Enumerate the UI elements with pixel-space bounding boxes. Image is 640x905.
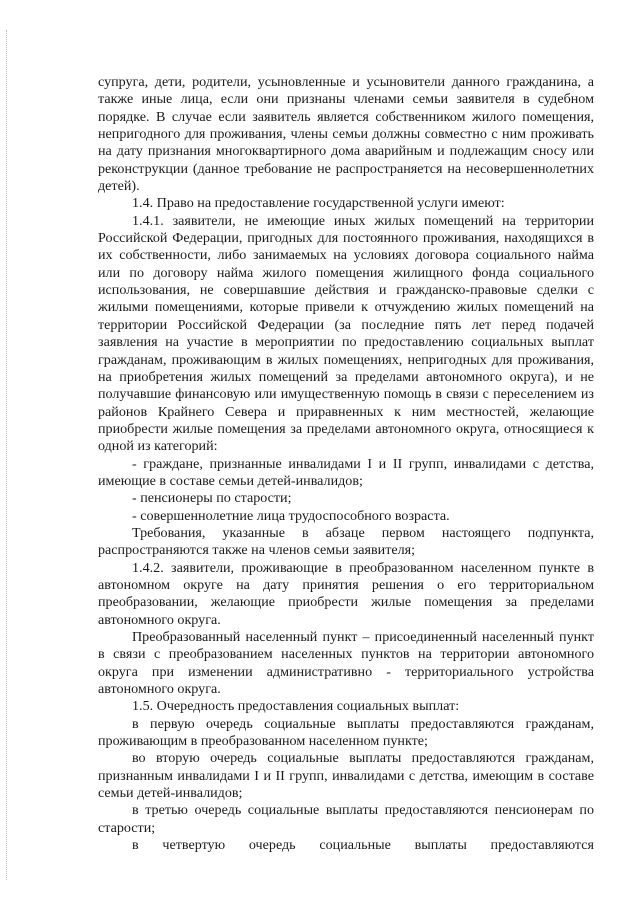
paragraph-third-priority: в третью очередь социальные выплаты предоставляются пенсионерам по старости; bbox=[98, 802, 594, 836]
paragraph-1-4-2: 1.4.2. заявители, проживающие в преобразованном населенном пункте в автономном округе на дату принятия решения о его территориальном преобразовании, желающие приобрести жилые помещения за пределами автономного округа. bbox=[98, 559, 594, 628]
paragraph-family-members: супруга, дети, родители, усыновленные и усыновители данного гражданина, а также иные лица, если они признаны членами семьи заявителя в судебном порядке. В случае если заявитель является собственником жилого помещения, непригодного для проживания, члены семьи должны совместно с ним проживать на дату признания многоквартирного дома аварийным и подлежащим сносу или реконструкции (данное требование не распространяется на несовершеннолетних детей). bbox=[98, 74, 594, 195]
paragraph-1-4-heading: 1.4. Право на предоставление государственной услуги имеют: bbox=[132, 195, 505, 212]
paragraph-first-priority: в первую очередь социальные выплаты предоставляются гражданам, проживающим в преобразованном населенном пункте; bbox=[98, 715, 594, 750]
paragraph-1-4-1: 1.4.1. заявители, не имеющие иных жилых помещений на территории Российской Федерации, пригодных для постоянного проживания, находящихся в их собственности, либо занимаемых на условиях договора социального найма или по договору найма жилого помещения жилищного фонда социального использования, не совершавшие действия и гражданско-правовые сделки с жилыми помещениями, которые привели к отчуждению жилых помещений на территории Российской Федерации (за последние пять лет перед подачей заявления на участие в мероприятии по предоставлению социальных выплат гражданам, проживающим в жилых помещениях, непригодных для проживания, на приобретения жилых помещений за пределами автономного округа), и не получавшие финансовую или имущественную помощь в связи с переселением из районов Крайнего Севера и приравненных к ним местностей, желающие приобрести жилые помещения за пределами автономного округа, относящиеся к одной из категорий: bbox=[98, 212, 594, 455]
paragraph-1-5-heading: 1.5. Очередность предоставления социальных выплат: bbox=[132, 698, 460, 715]
page-binding-edge bbox=[6, 30, 9, 880]
paragraph-second-priority: во вторую очередь социальные выплаты предоставляются гражданам, признанным инвалидами I и II групп, инвалидами с детства, имеющим в составе семьи детей-инвалидов; bbox=[98, 750, 594, 802]
list-item-working-age: - совершеннолетние лица трудоспособного возраста. bbox=[132, 507, 450, 524]
paragraph-requirements: Требования, указанные в абзаце первом настоящего подпункта, распространяются также на членов семьи заявителя; bbox=[98, 524, 594, 559]
list-item-pensioners: - пенсионеры по старости; bbox=[132, 490, 292, 507]
paragraph-fourth-priority: в четвертую очередь социальные выплаты предоставляются bbox=[132, 837, 594, 854]
paragraph-transformed-settlement: Преобразованный населенный пункт – присоединенный населенный пункт в связи с преобразованием населенных пунктов на территории автономного округа при изменении административно - территориального устройства автономного округа. bbox=[98, 629, 594, 698]
document-body bbox=[98, 74, 594, 854]
list-item-disabled-citizens: - граждане, признанные инвалидами I и II групп, инвалидами с детства, имеющие в составе семьи детей-инвалидов; bbox=[98, 455, 594, 489]
